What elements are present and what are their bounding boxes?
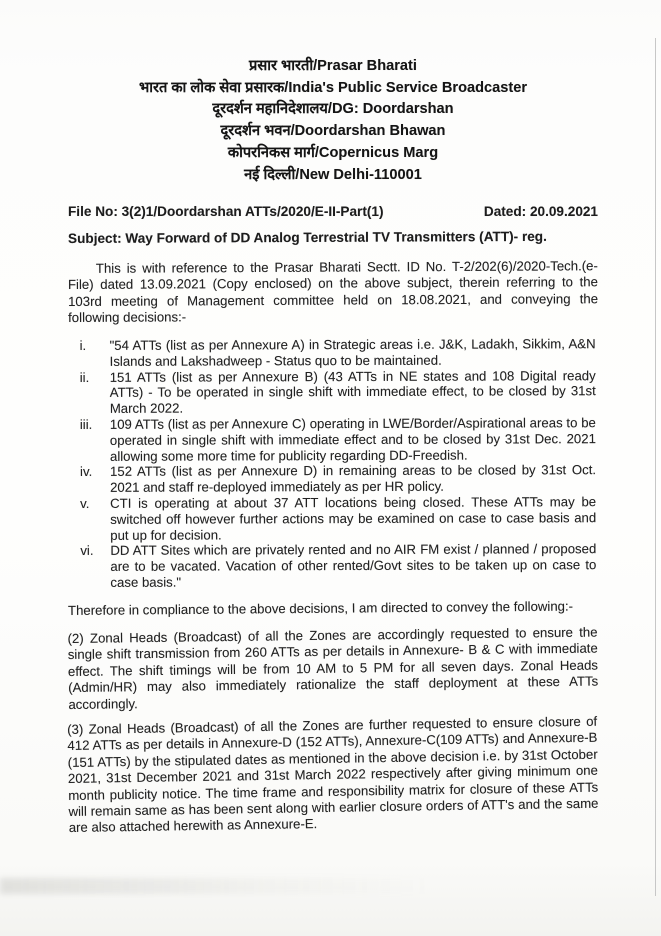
decision-number: iv.: [79, 464, 93, 480]
decision-number: ii.: [79, 369, 90, 385]
subject-line: Subject: Way Forward of DD Analog Terrestrial TV Transmitters (ATT)- reg.: [67, 229, 547, 247]
decision-number: i.: [79, 337, 87, 353]
decision-item: [68, 336, 598, 369]
decision-item: [68, 415, 598, 464]
decision-text: 109 ATTs (list as per Annexure C) operating in LWE/Border/Aspirational areas to be operated in single shift with immediate effect and to be closed by 31st Dec. 2021 allowing some more time for publicity regarding DD-Freedish.: [109, 414, 596, 464]
intro-paragraph: This is with reference to the Prasar Bharati Sectt. ID No. T-2/202(6)/2020-Tech.(e-File) dated 13.09.2021 (Copy enclosed) on the above subject, therein referring to the 103rd meeting of Management committee held on 18.08.2021, and conveying the following decisions:-: [67, 258, 599, 326]
letterhead: [68, 56, 598, 186]
scan-smudge-artifact: [0, 878, 430, 894]
decision-item: [68, 462, 598, 495]
decision-text: 151 ATTs (list as per Annexure B) (43 ATTs in NE states and 108 Digital ready ATTs) - To be operated in single shift with immediate effect, to be closed by 31st March 2022.: [109, 367, 596, 416]
letterhead-city: नई दिल्ली/New Delhi-110001: [244, 166, 422, 183]
therefore-line: Therefore in compliance to the above decisions, I am directed to convey the following:-: [67, 598, 574, 618]
letter-content: [68, 56, 598, 837]
decision-text: CTI is operating at about 37 ATT locations being closed. These ATTs may be switched off however further actions may be examined on case to case basis and put up for decision.: [110, 493, 597, 543]
paragraph-3: (3) Zonal Heads (Broadcast) of all the Zones are further requested to ensure closure of 412 ATTs as per details in Annexure-D (152 ATTs), Annexure-C(109 ATTs) and Annexure-B (151 ATTs) by the stipulated dates as mentioned in the above decision i.e. by 31st October 2021, 31st December 2021 and 31st March 2022 respectively after giving minimum one month publicity notice. The time frame and responsibility matrix for closure of these ATTs will remain same as has been sent along with earlier closure orders of ATT's and the same are also attached herewith as Annexure-E.: [67, 713, 599, 836]
decision-text: "54 ATTs (list as per Annexure A) in Strategic areas i.e. J&K, Ladakh, Sikkim, A&N Islands and Lakshadweep - Status quo to be maintained.: [109, 336, 596, 369]
decision-number: iii.: [79, 416, 93, 432]
paragraph-2: (2) Zonal Heads (Broadcast) of all the Zones are accordingly requested to ensure the single shift transmission from 260 ATTs as per details in Annexure- B & C with immediate effect. The shift timings will be from 10 AM to 5 PM for all seven days. Zonal Heads (Admin/HR) may also immediately rationalize the staff deployment at these ATTs accordingly.: [67, 624, 599, 712]
letterhead-org-name: प्रसार भारती/Prasar Bharati: [249, 58, 417, 74]
scan-edge-artifact: [655, 38, 656, 896]
letter-date: Dated: 20.09.2021: [483, 204, 598, 220]
decision-item: [68, 541, 598, 590]
file-number: File No: 3(2)1/Doordarshan ATTs/2020/E-II-Part(1): [68, 204, 384, 220]
letterhead-tagline: भारत का लोक सेवा प्रसारक/India's Public Service Broadcaster: [138, 79, 528, 96]
decision-text: DD ATT Sites which are privately rented and no AIR FM exist / planned / proposed are to be vacated. Vacation of other rented/Govt sites to be taken up on case to case basis.": [110, 541, 597, 590]
decision-number: vi.: [80, 543, 94, 559]
decision-text: 152 ATTs (list as per Annexure D) in remaining areas to be closed by 31st Oct. 2021 and staff re-deployed immediately as per HR policy.: [109, 462, 597, 495]
decision-number: v.: [80, 495, 90, 511]
decisions-list: [68, 336, 599, 591]
letterhead-street: कोपरनिकस मार्ग/Copernicus Marg: [227, 144, 439, 161]
decision-item: [68, 368, 598, 417]
file-number-row: [68, 203, 598, 220]
letterhead-building: दूरदर्शन भवन/Doordarshan Bhawan: [220, 123, 446, 140]
decision-item: [68, 494, 598, 543]
letterhead-directorate: दूरदर्शन महानिदेशालय/DG: Doordarshan: [212, 101, 454, 118]
